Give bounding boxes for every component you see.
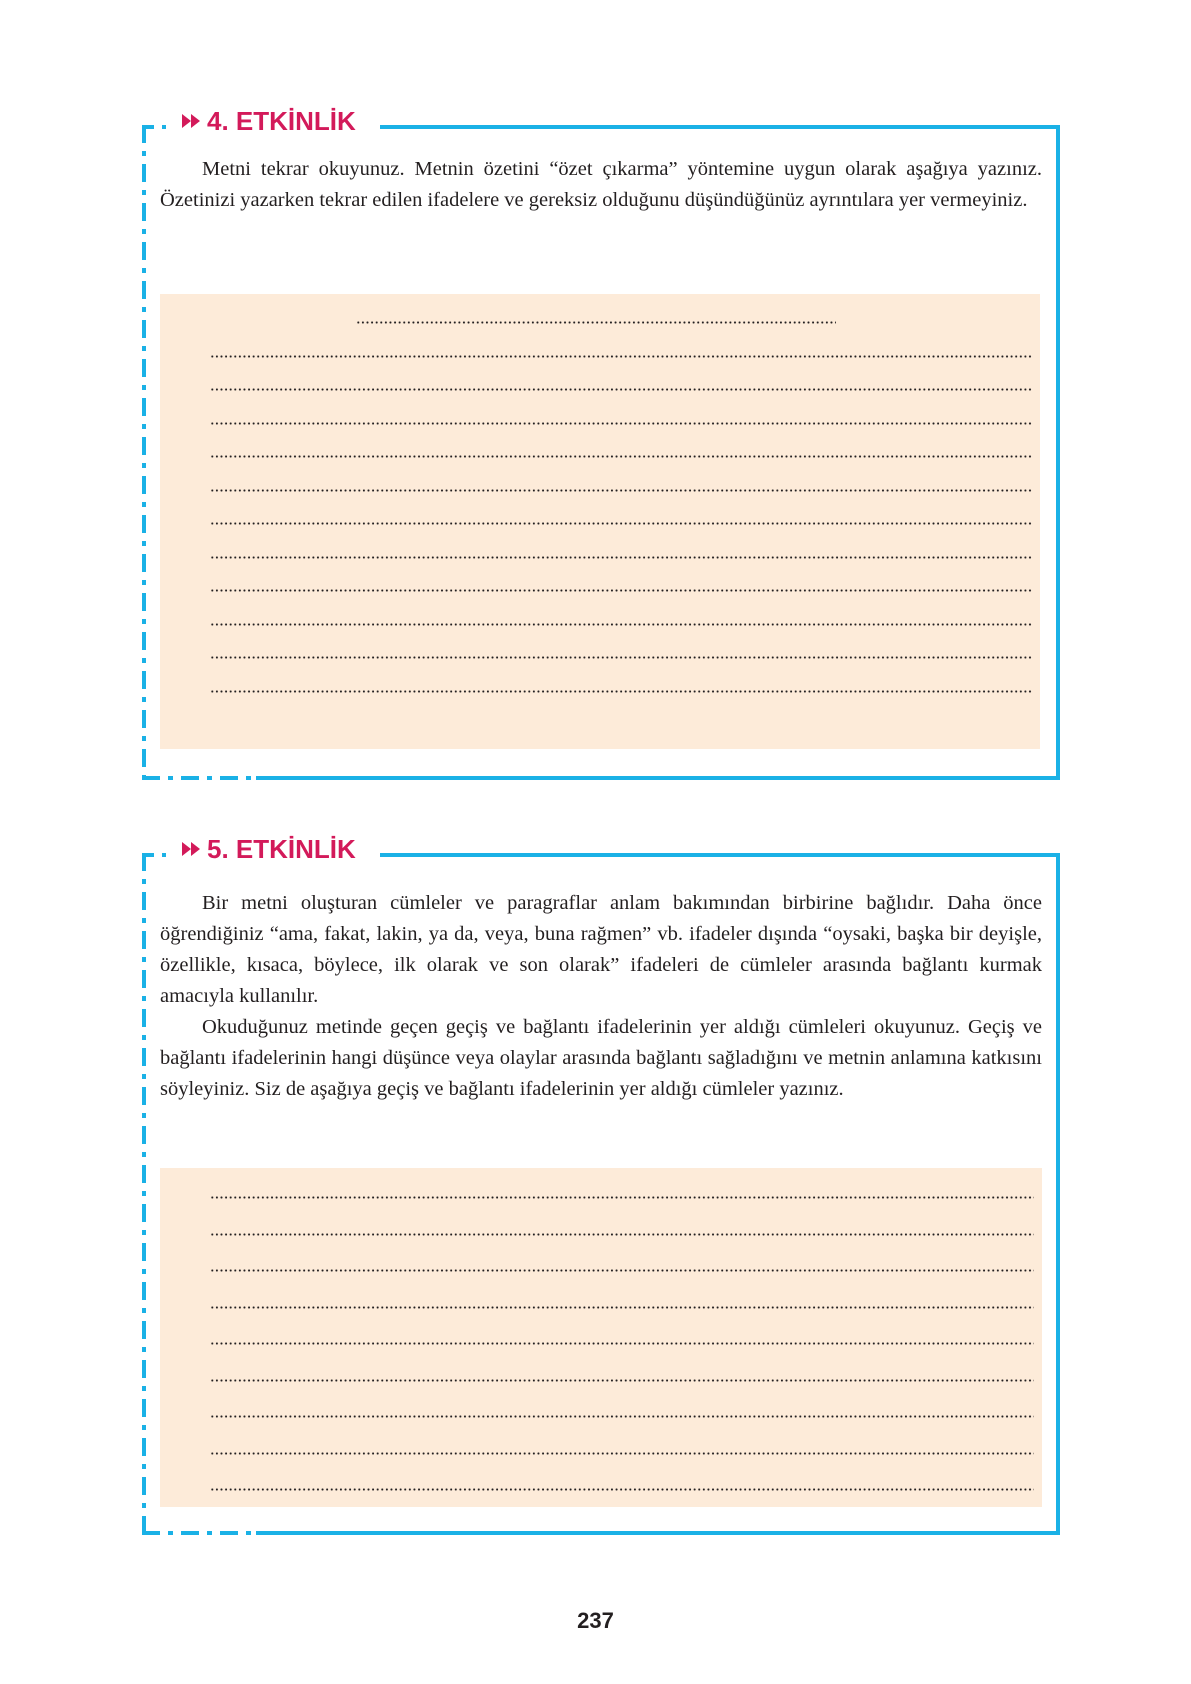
- answer-line[interactable]: [210, 422, 1032, 425]
- answer-line[interactable]: [210, 556, 1032, 559]
- answer-line[interactable]: [356, 321, 836, 324]
- frame-right: [1056, 125, 1060, 780]
- answer-line[interactable]: [210, 522, 1032, 525]
- answer-line[interactable]: [210, 455, 1032, 458]
- double-arrow-icon: [182, 842, 200, 856]
- answer-line[interactable]: [210, 1342, 1034, 1345]
- answer-line[interactable]: [210, 1452, 1034, 1455]
- answer-line[interactable]: [210, 589, 1032, 592]
- instructions: [160, 888, 1042, 1105]
- answer-area[interactable]: [160, 1168, 1042, 1507]
- activity-title-text: 5. ETKİNLİK: [207, 833, 356, 864]
- frame-bottom: [256, 1531, 1060, 1535]
- activity-4: [142, 104, 1060, 780]
- frame-dash-top: [142, 853, 174, 857]
- page-number: 237: [577, 1608, 614, 1633]
- answer-line[interactable]: [210, 489, 1032, 492]
- frame-top: [380, 125, 1060, 129]
- answer-line[interactable]: [210, 1269, 1034, 1272]
- frame-bottom: [256, 776, 1060, 780]
- answer-line[interactable]: [210, 388, 1032, 391]
- answer-line[interactable]: [210, 1415, 1034, 1418]
- instructions: [160, 154, 1042, 216]
- instruction-paragraph: Metni tekrar okuyunuz. Metnin özetini “özet çıkarma” yöntemine uygun olarak aşağıya yazınız. Özetinizi yazarken tekrar edilen ifadelere ve gereksiz olduğunu düşündüğünüz ayrıntılara yer vermeyiniz.: [160, 158, 1042, 211]
- activity-title-text: 4. ETKİNLİK: [207, 105, 356, 136]
- frame-dash-top: [142, 125, 174, 129]
- answer-line[interactable]: [210, 623, 1032, 626]
- instruction-paragraph: Okuduğunuz metinde geçen geçiş ve bağlantı ifadelerinin yer aldığı cümleleri okuyunuz. Geçiş ve bağlantı ifadelerinin hangi düşünce veya olaylar arasında bağlantı sağladığını ve metnin anlamına katkısını söyleyiniz. Siz de aşağıya geçiş ve bağlantı ifadelerinin yer aldığı cümleler yazınız.: [160, 1016, 1042, 1100]
- frame-dash-left: [142, 125, 146, 780]
- answer-line[interactable]: [210, 355, 1032, 358]
- frame-dash-bottom: [142, 1531, 256, 1535]
- activity-title: [182, 104, 358, 138]
- answer-line[interactable]: [210, 1233, 1034, 1236]
- answer-line[interactable]: [210, 1379, 1034, 1382]
- answer-area[interactable]: [160, 294, 1040, 749]
- answer-line[interactable]: [210, 1488, 1034, 1491]
- double-arrow-icon: [182, 114, 200, 128]
- answer-line[interactable]: [210, 1306, 1034, 1309]
- frame-dash-bottom: [142, 776, 256, 780]
- frame-right: [1056, 853, 1060, 1535]
- instruction-paragraph: Bir metni oluşturan cümleler ve paragraflar anlam bakımından birbirine bağlıdır. Daha önce öğrendiğiniz “ama, fakat, lakin, ya da, veya, buna rağmen” vb. ifadeler dışında “oysaki, başka bir deyişle, özellikle, kısaca, böylece, ilk olarak ve son olarak” ifadeleri de cümleler arasında bağlantı kurmak amacıyla kullanılır.: [160, 892, 1042, 1007]
- activity-title: [182, 832, 358, 866]
- activity-5: [142, 832, 1060, 1535]
- answer-line[interactable]: [210, 1196, 1034, 1199]
- answer-line[interactable]: [210, 690, 1032, 693]
- answer-line[interactable]: [210, 656, 1032, 659]
- frame-top: [380, 853, 1060, 857]
- frame-dash-left: [142, 853, 146, 1535]
